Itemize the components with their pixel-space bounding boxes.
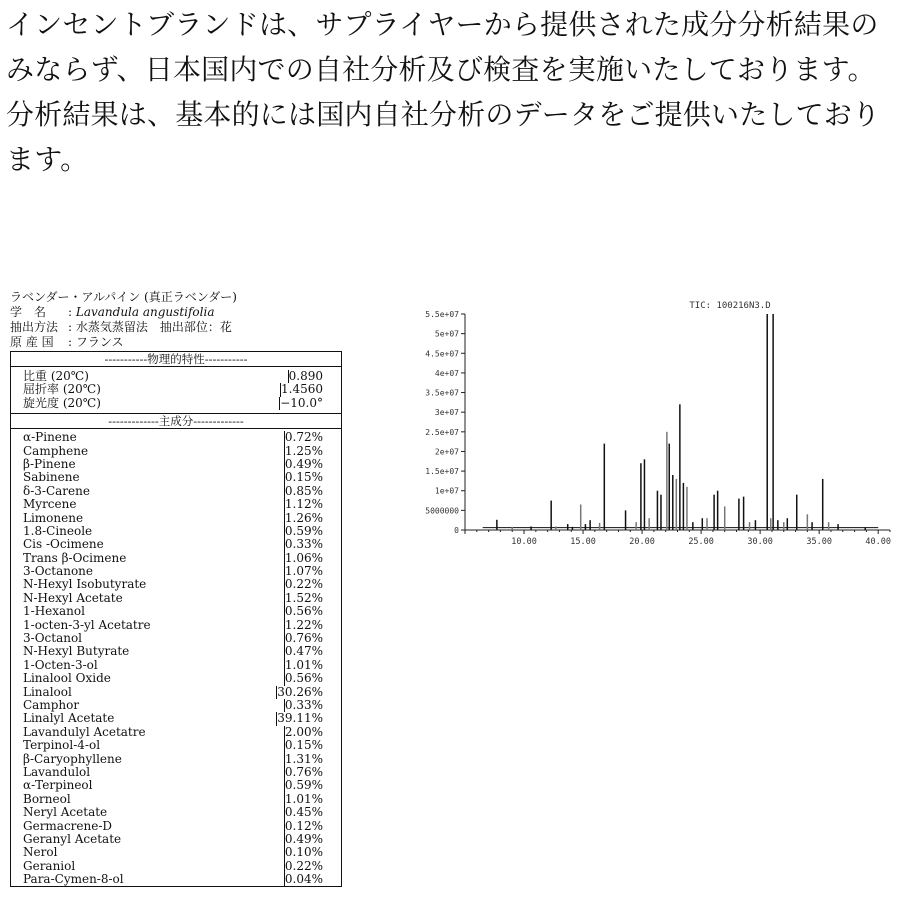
x-tick-label: 25.00	[688, 537, 714, 547]
y-tick-label: 5.5e+07	[425, 310, 459, 319]
row-name: β-Caryophyllene	[11, 753, 285, 766]
row-name: Lavandulyl Acetatre	[11, 726, 285, 739]
table-row	[11, 525, 341, 538]
row-value: 0.47%	[284, 644, 323, 659]
y-tick-label: 4.5e+07	[425, 349, 459, 359]
row-value: 0.12%	[284, 818, 323, 833]
table-row	[11, 445, 341, 458]
row-name: Linalyl Acetate	[11, 712, 277, 725]
row-name: 比重 (20℃)	[11, 370, 289, 383]
y-tick-label: 2e+07	[434, 447, 459, 457]
row-value: 1.4560	[281, 382, 323, 397]
row-name: Nerol	[11, 846, 285, 859]
row-name: 屈折率 (20℃)	[11, 383, 281, 396]
row-name: Linalool Oxide	[11, 672, 285, 685]
row-value: 0.49%	[284, 831, 323, 846]
row-value: 0.33%	[284, 697, 323, 712]
table-row	[11, 458, 341, 471]
origin-row: 原 産 国 : フランス	[10, 335, 124, 349]
row-name: α-Terpineol	[11, 779, 285, 792]
table-row	[11, 672, 341, 685]
row-value: 1.06%	[284, 550, 323, 565]
row-name: Lavandulol	[11, 766, 285, 779]
latin-name-row: 学 名 : Lavandula angustifolia	[10, 305, 215, 319]
table-row	[11, 565, 341, 578]
y-tick-label: 3e+07	[434, 408, 459, 418]
table-row	[11, 645, 341, 658]
x-tick-label: 15.00	[570, 537, 596, 547]
row-name: δ-3-Carene	[11, 485, 285, 498]
row-value: 30.26%	[277, 684, 323, 699]
row-value: −10.0°	[280, 395, 323, 410]
table-row	[11, 605, 341, 618]
table-row	[11, 538, 341, 551]
row-name: Geraniol	[11, 860, 285, 873]
row-name: N-Hexyl Acetate	[11, 592, 285, 605]
table-row	[11, 860, 341, 873]
physical-title: -----------物理的特性-----------	[11, 352, 341, 367]
intro-line: 分析結果は、基本的には国内自社分析のデータをご提供いたしており	[6, 98, 881, 131]
table-row	[11, 512, 341, 525]
table-row	[11, 370, 341, 383]
row-name: 旋光度 (20℃)	[11, 397, 280, 410]
intro-line: ます。	[6, 143, 89, 176]
y-tick-label: 4e+07	[434, 368, 459, 378]
row-name: Sabinene	[11, 471, 285, 484]
row-value: 0.59%	[284, 523, 323, 538]
table-row	[11, 739, 341, 752]
product-name: ラベンダー・アルパイン (真正ラベンダー)	[10, 290, 237, 304]
components-title: -------------主成分-------------	[11, 414, 341, 429]
row-name: 1-Octen-3-ol	[11, 659, 285, 672]
x-tick-label: 10.00	[511, 537, 537, 547]
row-value: 1.12%	[284, 497, 323, 512]
origin-key: 原 産 国	[10, 335, 54, 349]
table-row	[11, 686, 341, 699]
row-name: Terpinol-4-ol	[11, 739, 285, 752]
row-name: 1-Hexanol	[11, 605, 285, 618]
method-row: 抽出方法 : 水蒸気蒸留法 抽出部位：花	[10, 320, 232, 334]
physical-properties	[11, 367, 341, 414]
y-tick-label: 1e+07	[434, 486, 459, 496]
row-name: 1-octen-3-yl Acetatre	[11, 619, 285, 632]
row-value: 39.11%	[277, 711, 323, 726]
row-value: 1.01%	[284, 791, 323, 806]
row-name: N-Hexyl Butyrate	[11, 645, 285, 658]
intro-line: みならず、日本国内での自社分析及び検査を実施いたしております。	[6, 53, 876, 86]
row-value: 1.22%	[284, 617, 323, 632]
table-row	[11, 873, 341, 886]
row-value: 2.00%	[284, 724, 323, 739]
row-value: 0.10%	[284, 845, 323, 860]
row-value: 1.25%	[284, 443, 323, 458]
row-value: 1.01%	[284, 657, 323, 672]
table-row	[11, 753, 341, 766]
row-value: 0.15%	[284, 470, 323, 485]
row-value: 1.07%	[284, 564, 323, 579]
spec-table	[10, 351, 342, 887]
intro-text	[6, 2, 918, 182]
row-value: 1.52%	[284, 590, 323, 605]
row-name: 3-Octanone	[11, 565, 285, 578]
row-name: Neryl Acetate	[11, 806, 285, 819]
x-tick-label: 30.00	[747, 537, 773, 547]
row-value: 1.26%	[284, 510, 323, 525]
table-row	[11, 485, 341, 498]
row-name: Trans β-Ocimene	[11, 552, 285, 565]
chromatogram-svg	[400, 296, 905, 556]
row-value: 0.15%	[284, 738, 323, 753]
row-value: 0.49%	[284, 456, 323, 471]
table-row	[11, 846, 341, 859]
table-row	[11, 820, 341, 833]
table-row	[11, 766, 341, 779]
row-value: 0.22%	[284, 577, 323, 592]
chromatogram	[400, 296, 905, 556]
row-value: 0.22%	[284, 858, 323, 873]
row-value: 0.56%	[284, 671, 323, 686]
y-tick-label: 0	[454, 526, 459, 535]
x-tick-label: 40.00	[865, 537, 891, 547]
x-tick-label: 35.00	[806, 537, 832, 547]
latin-name-value: Lavandula angustifolia	[75, 305, 215, 319]
origin-value: フランス	[75, 335, 124, 349]
table-row	[11, 699, 341, 712]
method-key: 抽出方法	[10, 320, 59, 334]
spec-sheet	[10, 290, 342, 887]
row-name: 3-Octanol	[11, 632, 285, 645]
row-value: 0.72%	[284, 430, 323, 445]
row-name: α-Pinene	[11, 431, 285, 444]
row-name: Myrcene	[11, 498, 285, 511]
table-row	[11, 726, 341, 739]
row-name: Limonene	[11, 512, 285, 525]
row-name: Para-Cymen-8-ol	[11, 873, 285, 886]
row-name: Borneol	[11, 793, 285, 806]
table-row	[11, 833, 341, 846]
table-row	[11, 806, 341, 819]
table-row	[11, 383, 341, 396]
table-row	[11, 712, 341, 725]
y-tick-label: 5e+07	[434, 329, 459, 339]
table-row	[11, 431, 341, 444]
row-name: Germacrene-D	[11, 820, 285, 833]
components-list	[11, 429, 341, 886]
y-tick-label: 5000000	[425, 506, 459, 516]
chart-title: TIC: 100216N3.D	[689, 301, 771, 311]
row-name: Geranyl Acetate	[11, 833, 285, 846]
table-row	[11, 552, 341, 565]
row-name: Camphene	[11, 445, 285, 458]
table-row	[11, 659, 341, 672]
table-row	[11, 632, 341, 645]
y-tick-label: 2.5e+07	[425, 427, 459, 437]
intro-line: インセントブランドは、サプライヤーから提供された成分分析結果の	[6, 8, 879, 41]
table-row	[11, 779, 341, 792]
x-tick-label: 20.00	[629, 537, 655, 547]
row-name: β-Pinene	[11, 458, 285, 471]
table-row	[11, 397, 341, 410]
row-value: 0.59%	[284, 778, 323, 793]
table-row	[11, 619, 341, 632]
table-row	[11, 592, 341, 605]
row-name: Camphor	[11, 699, 285, 712]
table-row	[11, 578, 341, 591]
row-value: 0.76%	[284, 764, 323, 779]
row-value: 0.56%	[284, 604, 323, 619]
row-name: 1.8-Cineole	[11, 525, 285, 538]
row-name: Cis -Ocimene	[11, 538, 285, 551]
table-row	[11, 471, 341, 484]
latin-name-key: 学 名	[10, 305, 47, 319]
row-name: N-Hexyl Isobutyrate	[11, 578, 285, 591]
row-name: Linalool	[11, 686, 277, 699]
row-value: 1.31%	[284, 751, 323, 766]
y-tick-label: 3.5e+07	[425, 388, 459, 398]
row-value: 0.76%	[284, 631, 323, 646]
table-row	[11, 793, 341, 806]
row-value: 0.890	[288, 369, 323, 383]
row-value: 0.33%	[284, 537, 323, 552]
row-value: 0.04%	[284, 872, 323, 887]
method-value: 水蒸気蒸留法 抽出部位：花	[75, 320, 232, 334]
row-value: 0.85%	[284, 483, 323, 498]
table-row	[11, 498, 341, 511]
row-value: 0.45%	[284, 805, 323, 820]
y-tick-label: 1.5e+07	[425, 467, 459, 477]
